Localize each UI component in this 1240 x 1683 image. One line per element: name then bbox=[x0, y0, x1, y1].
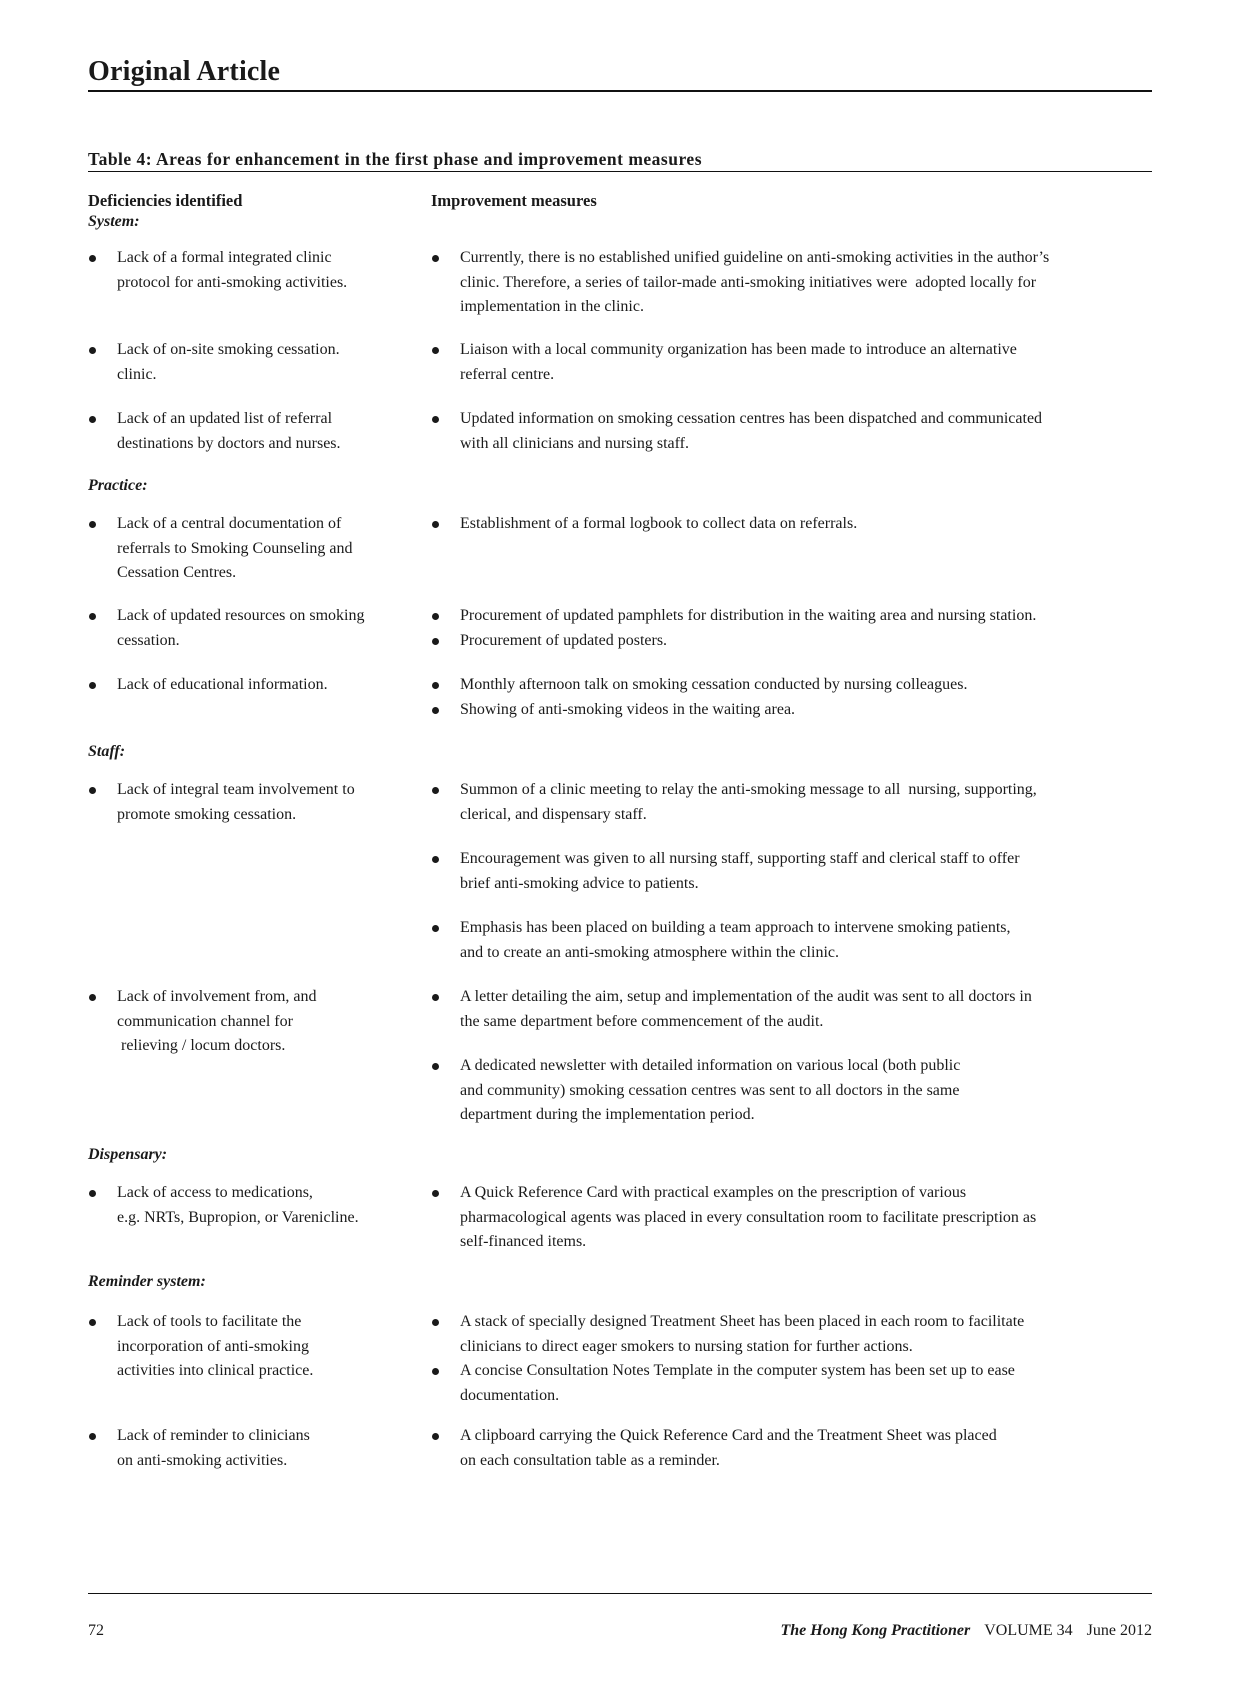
deficiency-item: Lack of involvement from, and communication channel for relieving / locum doctors. bbox=[88, 985, 388, 1059]
deficiency-item: Lack of access to medications, e.g. NRTs, Bupropion, or Varenicline. bbox=[88, 1181, 388, 1230]
journal-name: The Hong Kong Practitioner bbox=[780, 1622, 971, 1639]
measure-item: Procurement of updated pamphlets for distribution in the waiting area and nursing station. bbox=[431, 604, 1111, 629]
article-type-title: Original Article bbox=[88, 56, 281, 87]
measure-item: Showing of anti-smoking videos in the waiting area. bbox=[431, 698, 1111, 723]
deficiency-item: Lack of a central documentation of referrals to Smoking Counseling and Cessation Centres. bbox=[88, 512, 388, 586]
measure-item: A dedicated newsletter with detailed information on various local (both public and community) smoking cessation centres was sent to all doctors in the same department during the implementation period. bbox=[431, 1054, 1111, 1128]
deficiency-item: Lack of integral team involvement to promote smoking cessation. bbox=[88, 778, 388, 827]
deficiency-item: Lack of tools to facilitate the incorporation of anti-smoking activities into clinical practice. bbox=[88, 1310, 388, 1384]
column-header-measures: Improvement measures bbox=[431, 191, 597, 210]
measure-item: Emphasis has been placed on building a team approach to intervene smoking patients, and to create an anti-smoking atmosphere within the clinic. bbox=[431, 916, 1111, 965]
deficiency-item: Lack of an updated list of referral destinations by doctors and nurses. bbox=[88, 407, 388, 456]
measure-item: Updated information on smoking cessation centres has been dispatched and communicated with all clinicians and nursing staff. bbox=[431, 407, 1111, 456]
page-header bbox=[88, 56, 1152, 92]
measure-item: A clipboard carrying the Quick Reference Card and the Treatment Sheet was placed on each consultation table as a reminder. bbox=[431, 1424, 1111, 1473]
measure-item: Encouragement was given to all nursing staff, supporting staff and clerical staff to offer brief anti-smoking advice to patients. bbox=[431, 847, 1111, 896]
measure-item: Summon of a clinic meeting to relay the anti-smoking message to all nursing, supporting, clerical, and dispensary staff. bbox=[431, 778, 1111, 827]
measure-item: Establishment of a formal logbook to collect data on referrals. bbox=[431, 512, 1111, 537]
table-caption: Table 4: Areas for enhancement in the first phase and improvement measures bbox=[88, 149, 1152, 172]
column-header-deficiencies: Deficiencies identified bbox=[88, 191, 243, 210]
measure-item: Currently, there is no established unified guideline on anti-smoking activities in the author’s clinic. Therefore, a series of tailor-made anti-smoking initiatives were adopted locally for implementation in the clinic. bbox=[431, 246, 1111, 320]
deficiency-item: Lack of reminder to clinicians on anti-smoking activities. bbox=[88, 1424, 388, 1473]
deficiency-item: Lack of updated resources on smoking cessation. bbox=[88, 604, 388, 653]
volume-label: VOLUME 34 bbox=[984, 1622, 1073, 1639]
section-label-staff: Staff: bbox=[88, 743, 126, 760]
measure-item: A concise Consultation Notes Template in the computer system has been set up to ease documentation. bbox=[431, 1359, 1111, 1408]
page-number: 72 bbox=[88, 1622, 104, 1639]
section-label-system: System: bbox=[88, 213, 140, 230]
measure-item: Liaison with a local community organization has been made to introduce an alternative referral centre. bbox=[431, 338, 1111, 387]
measure-item: A Quick Reference Card with practical examples on the prescription of various pharmacological agents was placed in every consultation room to facilitate prescription as self-financed items. bbox=[431, 1181, 1111, 1255]
measure-item: Monthly afternoon talk on smoking cessation conducted by nursing colleagues. bbox=[431, 673, 1111, 698]
measure-item: A stack of specially designed Treatment Sheet has been placed in each room to facilitate clinicians to direct eager smokers to nursing station for further actions. bbox=[431, 1310, 1111, 1359]
measure-item: A letter detailing the aim, setup and implementation of the audit was sent to all doctors in the same department before commencement of the audit. bbox=[431, 985, 1111, 1034]
section-label-reminder-system: Reminder system: bbox=[88, 1273, 206, 1290]
deficiency-item: Lack of on-site smoking cessation. clinic. bbox=[88, 338, 388, 387]
issue-date: June 2012 bbox=[1086, 1622, 1152, 1639]
deficiency-item: Lack of educational information. bbox=[88, 673, 388, 698]
section-label-dispensary: Dispensary: bbox=[88, 1146, 168, 1163]
deficiency-item: Lack of a formal integrated clinic protocol for anti-smoking activities. bbox=[88, 246, 388, 295]
table-bottom-rule bbox=[88, 1593, 1152, 1594]
section-label-practice: Practice: bbox=[88, 477, 148, 494]
measure-item: Procurement of updated posters. bbox=[431, 629, 1111, 654]
